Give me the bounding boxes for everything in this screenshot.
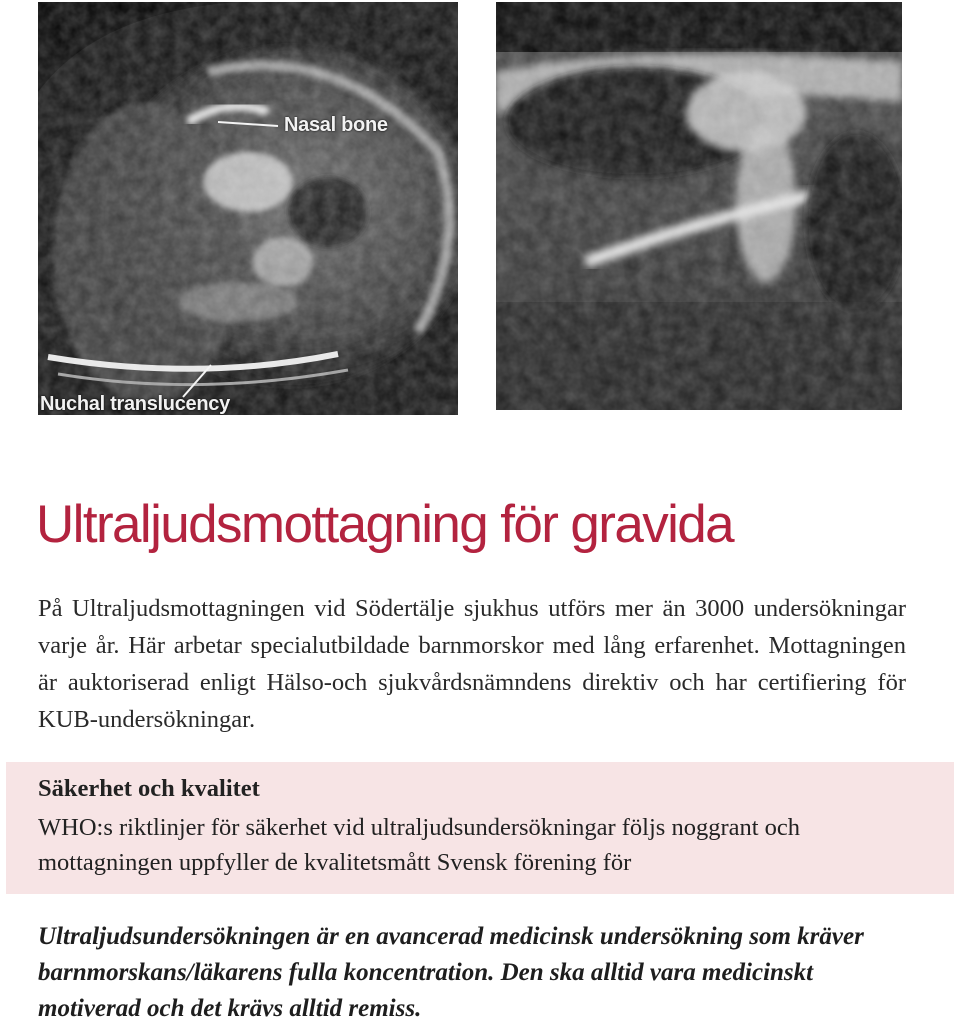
quality-section: [6, 762, 954, 894]
page-title: Ultraljudsmottagning för gravida: [36, 495, 734, 554]
ultrasound-image-profile: [496, 2, 902, 410]
ultrasound-scan-left: [38, 2, 458, 415]
notice-paragraph: Ultraljudsundersökningen är en avancerad medicinsk undersökning som kräver barnmorskans/läkarens fulla koncentration. Den ska alltid vara medicinskt motiverad och det krävs alltid remiss.: [38, 923, 864, 1022]
label-nasal-bone: Nasal bone: [284, 114, 388, 136]
ultrasound-image-nuchal: [38, 2, 458, 415]
quality-paragraph: WHO:s riktlinjer för säkerhet vid ultraljudsundersökningar följs noggrant och mottagningen uppfyller de kvalitetsmått Svensk förening för: [38, 814, 801, 876]
quality-heading: Säkerhet och kvalitet: [38, 775, 260, 802]
intro-paragraph: På Ultraljudsmottagningen vid Södertälje sjukhus utförs mer än 3000 undersökningar varje år. Här arbetar specialutbildade barnmorskor med lång erfarenhet. Mottagningen är auktoriserad enligt Hälso-och sjukvårdsnämndens direktiv och har certifiering för KUB-undersökningar.: [38, 595, 906, 733]
label-nuchal-translucency: Nuchal translucency: [40, 393, 230, 415]
ultrasound-scan-right: [496, 2, 902, 410]
